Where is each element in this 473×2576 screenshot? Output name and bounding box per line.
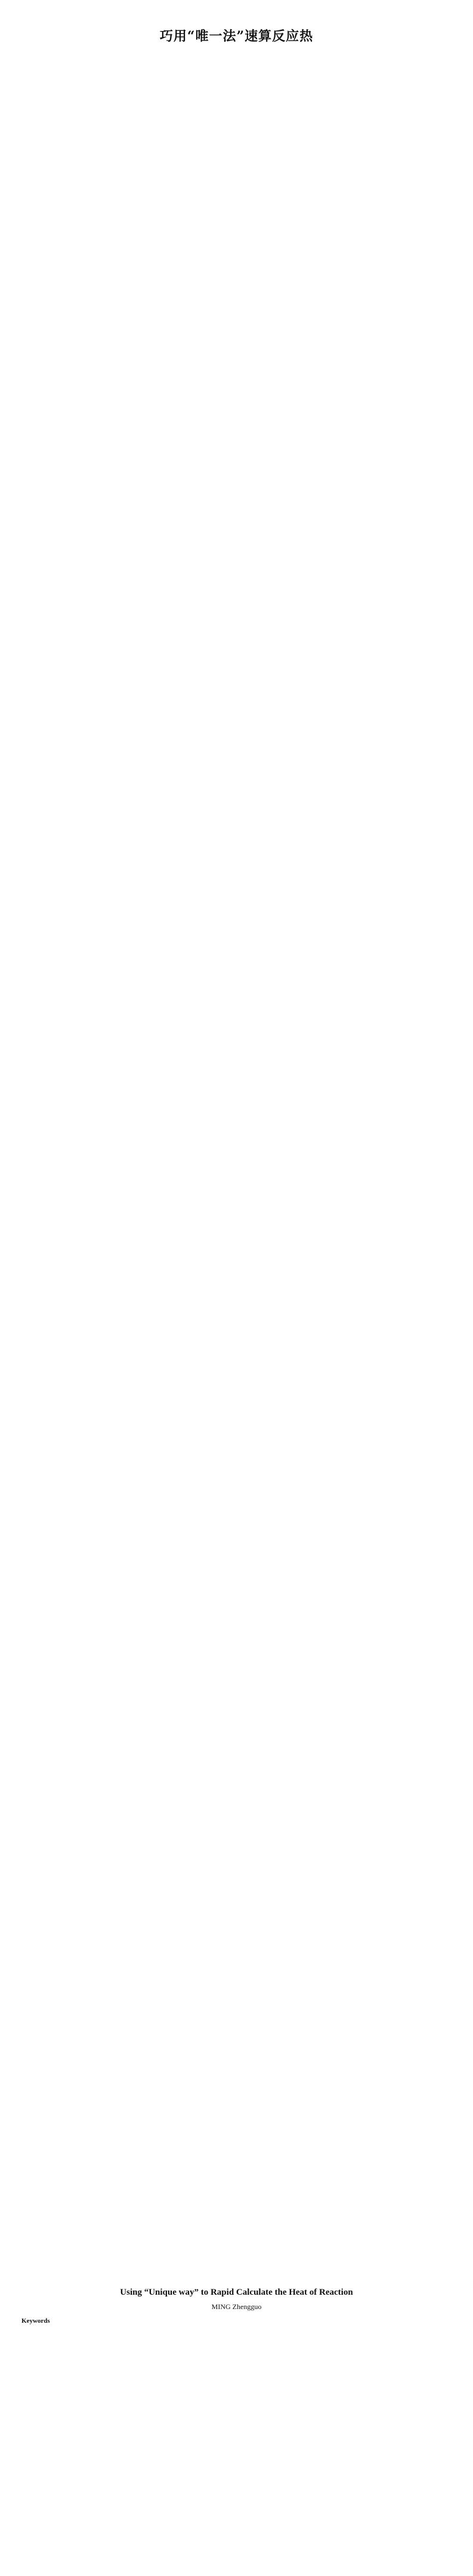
english-keywords-label: Keywords [21,2317,50,2325]
english-keywords [21,2317,452,2325]
main-body-unreadable [21,52,452,2280]
english-author: MING Zhengguo [211,2302,262,2311]
paper-title: 巧用“唯一法”速算反应热 [159,29,314,44]
english-title: Using “Unique way” to Rapid Calculate the Heat of Reaction [120,2288,353,2297]
